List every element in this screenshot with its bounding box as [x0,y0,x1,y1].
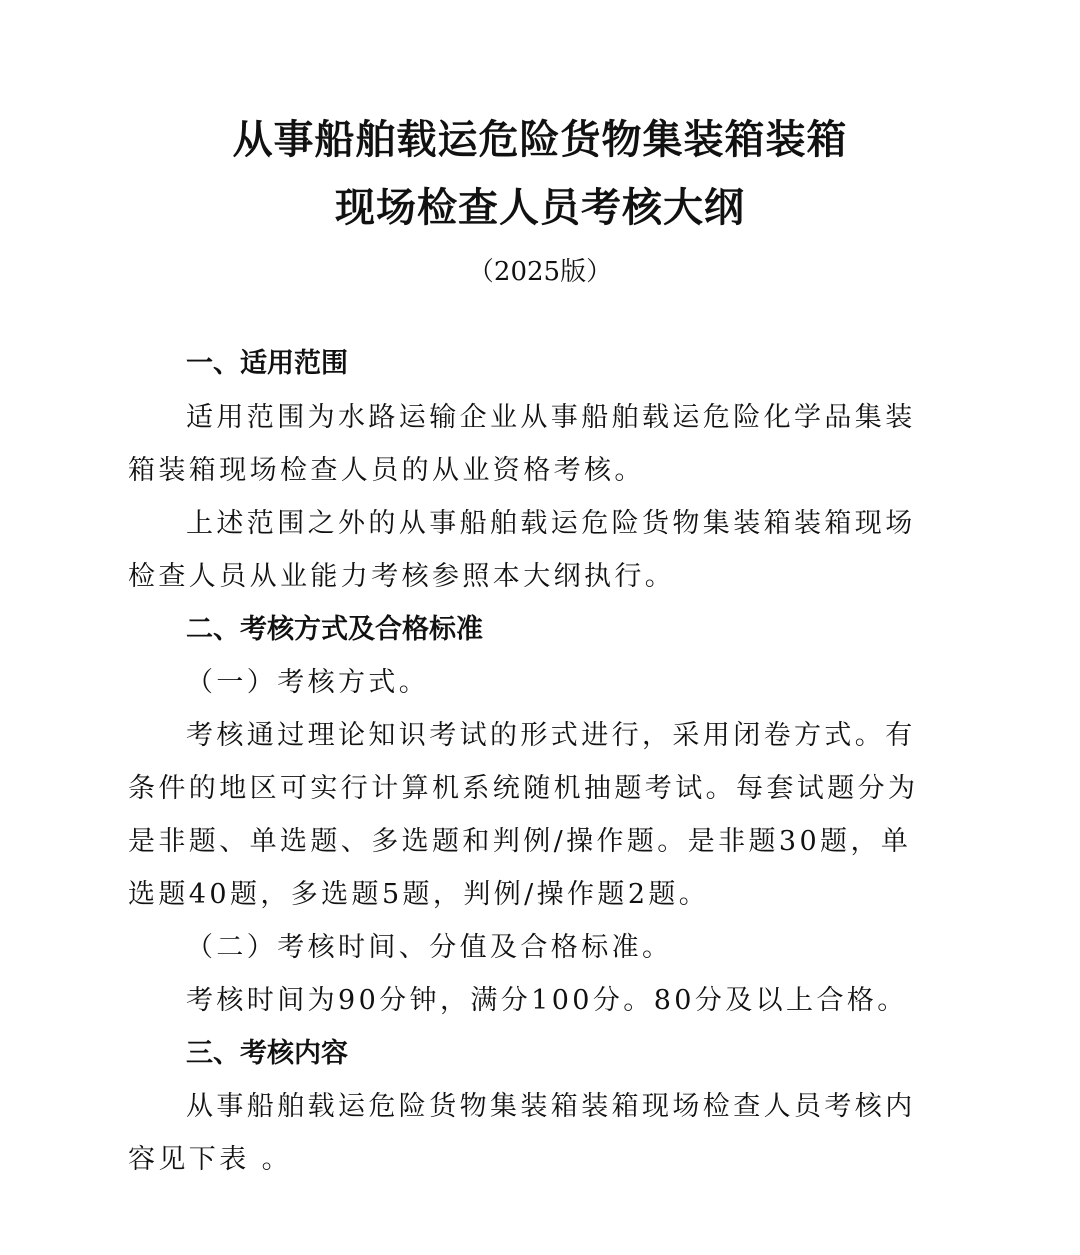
document-title-line-2: 现场检查人员考核大纲 [335,184,745,231]
section-1-paragraph-1-line-2: 箱装箱现场检查人员的从业资格考核。 [128,455,645,486]
section-2-heading: 二、考核方式及合格标准 [186,614,483,645]
section-2-paragraph-1-line-4: 选题40题，多选题5题，判例/操作题2题。 [128,879,710,910]
section-2-paragraph-1-line-1: 考核通过理论知识考试的形式进行，采用闭卷方式。有 [186,720,916,751]
section-2-paragraph-2-line-1: 考核时间为90分钟，满分100分。80分及以上合格。 [186,985,908,1016]
document-title-line-1: 从事船舶载运危险货物集装箱装箱 [232,116,848,163]
document-version: （2025版） [467,257,613,287]
section-1-paragraph-2-line-2: 检查人员从业能力考核参照本大纲执行。 [128,561,676,592]
section-2-subheading-1: （一）考核方式。 [186,667,430,698]
section-2-subheading-2: （二）考核时间、分值及合格标准。 [186,932,673,963]
section-2-paragraph-1-line-3: 是非题、单选题、多选题和判例/操作题。是非题30题，单 [128,826,912,857]
section-1-paragraph-1-line-1: 适用范围为水路运输企业从事船舶载运危险化学品集装 [186,402,916,433]
section-3-heading: 三、考核内容 [186,1038,348,1069]
section-1-paragraph-2-line-1: 上述范围之外的从事船舶载运危险货物集装箱装箱现场 [186,508,916,539]
section-1-heading: 一、适用范围 [186,348,348,379]
section-3-paragraph-line-1: 从事船舶载运危险货物集装箱装箱现场检查人员考核内 [186,1091,916,1122]
section-3-paragraph-line-2: 容见下表 。 [128,1144,292,1175]
section-2-paragraph-1-line-2: 条件的地区可实行计算机系统随机抽题考试。每套试题分为 [128,773,919,804]
